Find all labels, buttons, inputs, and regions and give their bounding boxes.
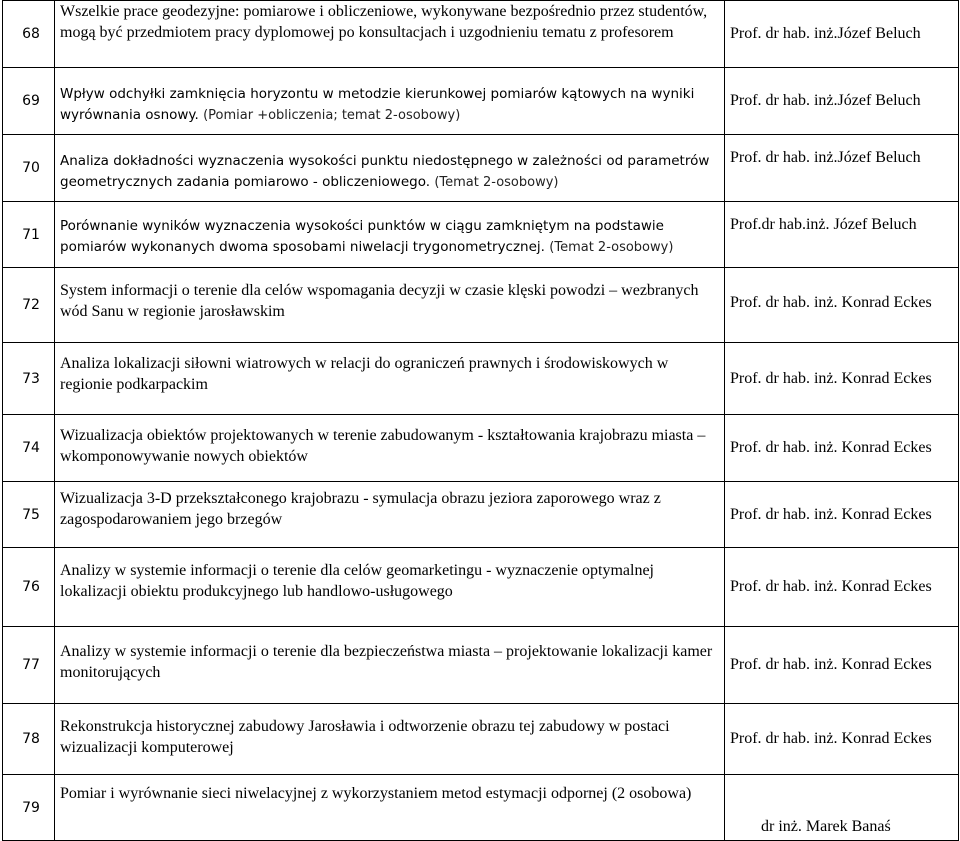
table-row [3, 775, 959, 841]
row-number: 72 [3, 268, 55, 343]
row-number: 74 [3, 415, 55, 482]
row-number: 79 [3, 775, 55, 841]
row-number: 78 [3, 704, 55, 775]
table-row [3, 268, 959, 343]
topic-note: (Temat 2-osobowy) [434, 175, 559, 190]
table-row [3, 135, 959, 202]
supervisor: Prof. dr hab. inż. Konrad Eckes [725, 482, 959, 548]
table-row [3, 548, 959, 627]
table-row [3, 482, 959, 548]
topic-note: (Temat 2-osobowy) [549, 240, 674, 255]
row-number: 75 [3, 482, 55, 548]
supervisor: Prof. dr hab. inż.Józef Beluch [725, 1, 959, 68]
row-number: 69 [3, 68, 55, 135]
table-row [3, 415, 959, 482]
topic-title: Wszelkie prace geodezyjne: pomiarowe i obliczeniowe, wykonywane bezpośrednio przez studentów, mogą być przedmiotem pracy dyplomowej po konsultacjach i uzgodnieniu tematu z profesorem [55, 1, 725, 68]
row-number: 77 [3, 627, 55, 704]
row-number: 70 [3, 135, 55, 202]
supervisor: Prof. dr hab. inż. Konrad Eckes [725, 415, 959, 482]
topic-title: Wpływ odchyłki zamknięcia horyzontu w metodzie kierunkowej pomiarów kątowych na wyniki wyrównania osnowy. (Pomiar +obliczenia; temat 2-osobowy) [55, 68, 725, 135]
topic-title: System informacji o terenie dla celów wspomagania decyzji w czasie klęski powodzi – wezbranych wód Sanu w regionie jarosławskim [55, 268, 725, 343]
supervisor: Prof. dr hab. inż.Józef Beluch [725, 68, 959, 135]
supervisor: Prof. dr hab. inż. Konrad Eckes [725, 627, 959, 704]
topic-title: Analizy w systemie informacji o terenie dla bezpieczeństwa miasta – projektowanie lokalizacji kamer monitorujących [55, 627, 725, 704]
topic-title: Analizy w systemie informacji o terenie dla celów geomarketingu - wyznaczenie optymalnej lokalizacji obiektu produkcyjnego lub handlowo-usługowego [55, 548, 725, 627]
topic-title: Analiza dokładności wyznaczenia wysokości punktu niedostępnego w zależności od parametrów geometrycznych zadania pomiarowo - obliczeniowego. (Temat 2-osobowy) [55, 135, 725, 202]
topic-title: Wizualizacja obiektów projektowanych w terenie zabudowanym - kształtowania krajobrazu miasta – wkomponowywanie nowych obiektów [55, 415, 725, 482]
topic-note: (Pomiar +obliczenia; temat 2-osobowy) [203, 108, 461, 123]
topic-title: Analiza lokalizacji siłowni wiatrowych w relacji do ograniczeń prawnych i środowiskowych w regionie podkarpackim [55, 343, 725, 415]
supervisor: Prof. dr hab. inż.Józef Beluch [725, 135, 959, 202]
supervisor: Prof. dr hab. inż. Konrad Eckes [725, 268, 959, 343]
table-row [3, 68, 959, 135]
table-row [3, 202, 959, 268]
topic-title: Wizualizacja 3-D przekształconego krajobrazu - symulacja obrazu jeziora zaporowego wraz z zagospodarowaniem jego brzegów [55, 482, 725, 548]
table-row [3, 704, 959, 775]
table-row [3, 1, 959, 68]
supervisor: Prof. dr hab. inż. Konrad Eckes [725, 548, 959, 627]
table-row [3, 627, 959, 704]
row-number: 71 [3, 202, 55, 268]
topic-title: Pomiar i wyrównanie sieci niwelacyjnej z wykorzystaniem metod estymacji odpornej (2 osobowa) [55, 775, 725, 841]
topic-title: Porównanie wyników wyznaczenia wysokości punktów w ciągu zamkniętym na podstawie pomiarów wykonanych dwoma sposobami niwelacji trygonometrycznej. (Temat 2-osobowy) [55, 202, 725, 268]
supervisor: Prof.dr hab.inż. Józef Beluch [725, 202, 959, 268]
thesis-topics-table [2, 0, 959, 841]
supervisor: dr inż. Marek Banaś [725, 775, 959, 841]
row-number: 76 [3, 548, 55, 627]
row-number: 68 [3, 1, 55, 68]
supervisor: Prof. dr hab. inż. Konrad Eckes [725, 343, 959, 415]
table-row [3, 343, 959, 415]
topic-title: Rekonstrukcja historycznej zabudowy Jarosławia i odtworzenie obrazu tej zabudowy w postaci wizualizacji komputerowej [55, 704, 725, 775]
supervisor: Prof. dr hab. inż. Konrad Eckes [725, 704, 959, 775]
row-number: 73 [3, 343, 55, 415]
